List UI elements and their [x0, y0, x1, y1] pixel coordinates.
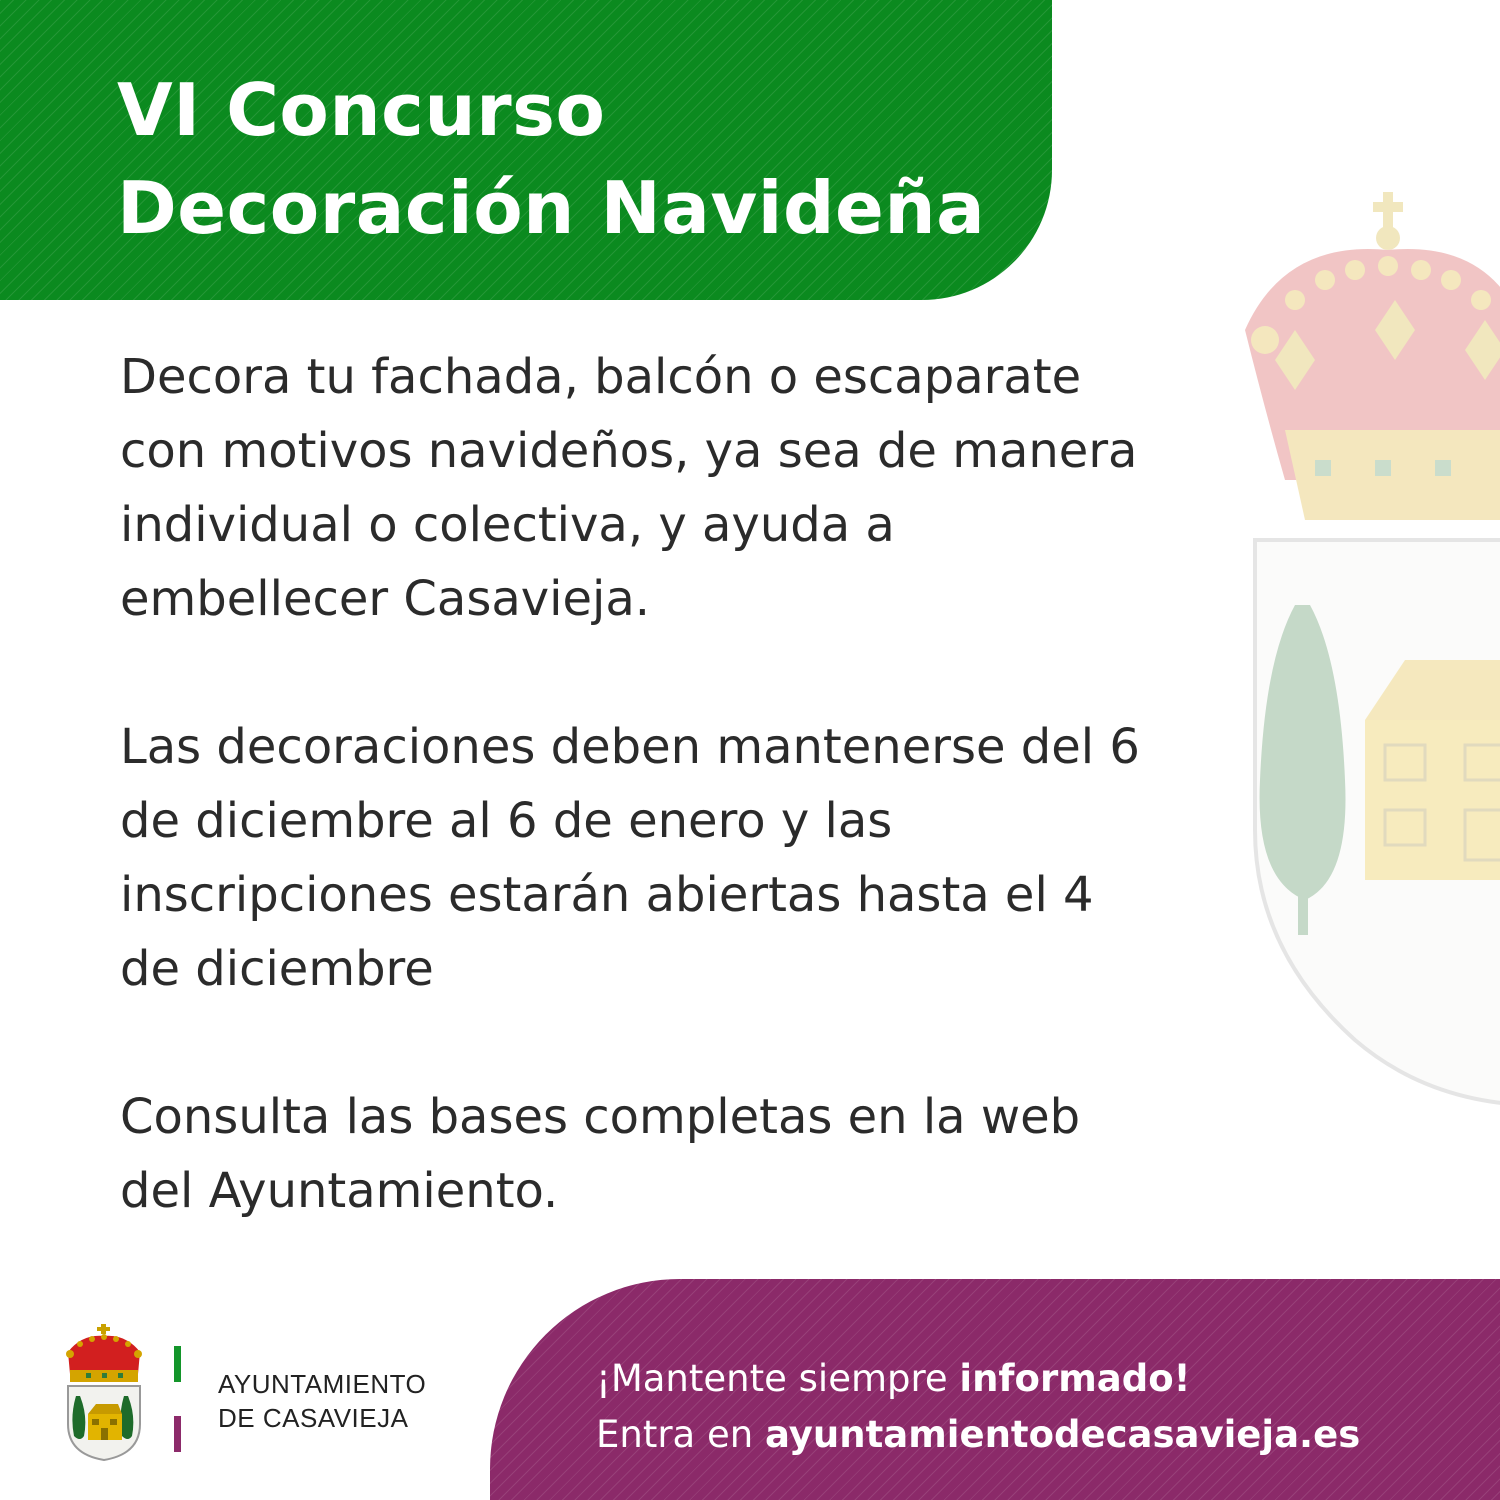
- organization-name: [218, 1367, 426, 1435]
- organization-name-line2: DE CASAVIEJA: [218, 1403, 409, 1433]
- body-text: [120, 340, 1180, 1228]
- paragraph-dates: Las decoraciones deben mantenerse del 6 de diciembre al 6 de enero y las inscripciones estarán abiertas hasta el 4 de diciembre: [120, 719, 1140, 997]
- paragraph-rules: Consulta las bases completas en la web del Ayuntamiento.: [120, 1089, 1081, 1219]
- organization-name-line1: AYUNTAMIENTO: [218, 1369, 427, 1399]
- website-link[interactable]: ayuntamientodecasavieja.es: [764, 1413, 1361, 1456]
- cta-line-1-text: ¡Mantente siempre: [596, 1357, 960, 1400]
- title-line-1: VI Concurso: [117, 68, 606, 152]
- coat-of-arms-icon: [62, 1324, 146, 1464]
- paragraph-intro: Decora tu fachada, balcón o escaparate con motivos navideños, ya sea de manera individual o colectiva, y ayuda a embellecer Casavieja.: [120, 349, 1138, 627]
- divider-purple: [174, 1416, 181, 1452]
- cta-line-1: [596, 1357, 1191, 1400]
- cta-line-1-emphasis: informado!: [959, 1357, 1191, 1400]
- cta-line-2: [596, 1413, 1360, 1456]
- coat-of-arms-watermark: [1225, 180, 1500, 1120]
- cta-line-2-text: Entra en: [596, 1413, 765, 1456]
- divider-green: [174, 1346, 181, 1382]
- title-banner: [0, 0, 1052, 300]
- title-line-2: Decoración Navideña: [117, 166, 986, 250]
